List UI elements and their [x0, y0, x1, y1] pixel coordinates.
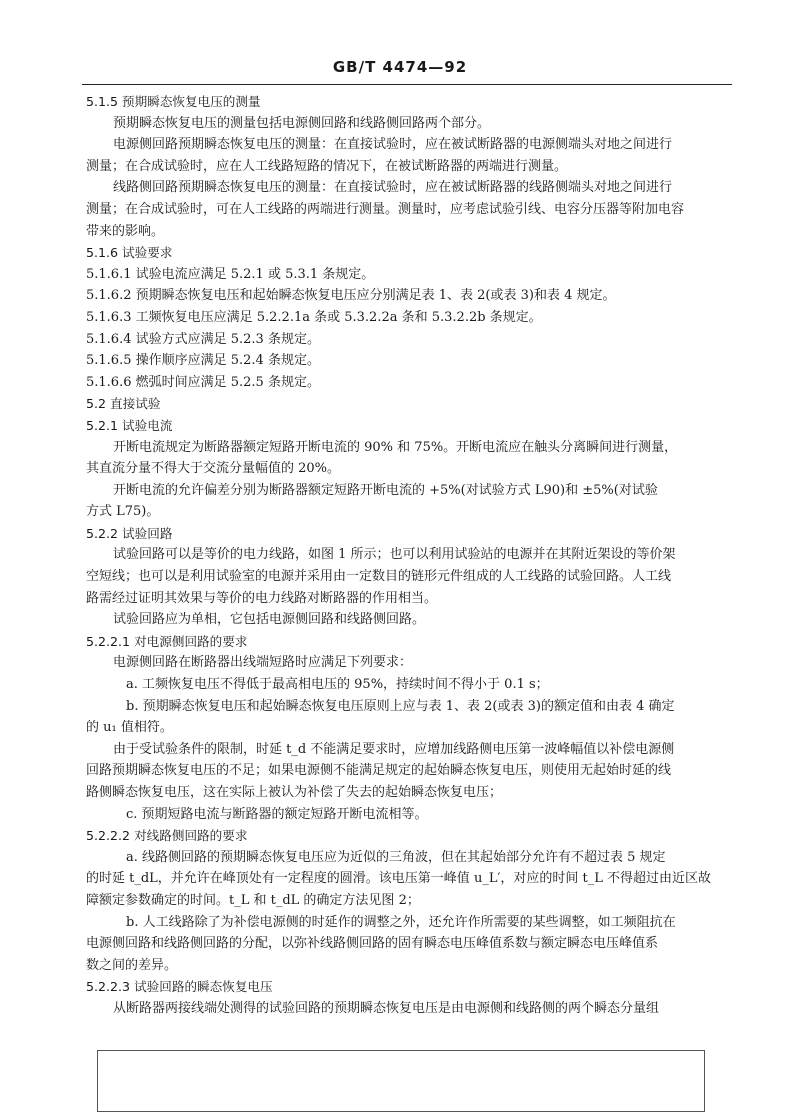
section-heading: 5.2.2.2 对线路侧回路的要求: [86, 828, 248, 844]
section-heading: 5.2.1 试验电流: [86, 417, 173, 433]
section-heading: 5.1.5 预期瞬态恢复电压的测量: [86, 94, 261, 109]
text-line: 带来的影响。: [86, 223, 165, 239]
text-line: 空短线；也可以是利用试验室的电源并采用由一定数目的链形元件组成的人工线路的试验回路。人工线: [86, 569, 672, 585]
section-heading: 5.2.2 试验回路: [86, 525, 173, 541]
text-line: a. 线路侧回路的预期瞬态恢复电压应为近似的三角波，但在其起始部分允许有不超过表 5 规定: [126, 849, 666, 865]
text-line: 5.1.6.2 预期瞬态恢复电压和起始瞬态恢复电压应分别满足表 1、表 2(或表 3)和表 4 规定。: [86, 288, 616, 304]
header-rule: [82, 84, 732, 85]
text-line: 电源侧回路在断路器出线端短路时应满足下列要求：: [113, 655, 413, 671]
document-body: [86, 91, 736, 1020]
text-line: 电源侧回路和线路侧回路的分配，以弥补线路侧回路的固有瞬态电压峰值系数与额定瞬态电压峰值系: [86, 936, 659, 952]
document-header: [0, 58, 800, 76]
standard-code: GB/T 4474—92: [332, 58, 468, 76]
text-line: 障额定参数确定的时间。t_L 和 t_dL 的确定方法见图 2；: [86, 892, 420, 908]
text-line: 试验回路可以是等价的电力线路，如图 1 所示；也可以利用试验站的电源并在其附近架设的等价架: [113, 547, 676, 563]
text-line: 路需经过证明其效果与等价的电力线路对断路器的作用相当。: [86, 590, 438, 606]
text-line: 从断路器两接线端处测得的试验回路的预期瞬态恢复电压是由电源侧和线路侧的两个瞬态分量组: [113, 1000, 660, 1016]
text-line: 试验回路应为单相，它包括电源侧回路和线路侧回路。: [113, 612, 426, 628]
text-line: b. 人工线路除了为补偿电源侧的时延作的调整之外，还允许作所需要的某些调整，如工频阻抗在: [126, 914, 676, 930]
text-line: 开断电流的允许偏差分别为断路器额定短路开断电流的 +5%(对试验方式 L90)和 ±5%(对试验: [113, 482, 658, 498]
text-line: 其直流分量不得大于交流分量幅值的 20%。: [86, 461, 341, 477]
text-line: a. 工频恢复电压不得低于最高相电压的 95%，持续时间不得小于 0.1 s；: [126, 677, 549, 693]
text-line: b. 预期瞬态恢复电压和起始瞬态恢复电压原则上应与表 1、表 2(或表 3)的额定值和由表 4 确定: [126, 698, 675, 714]
text-line: 开断电流规定为断路器额定短路开断电流的 90% 和 75%。开断电流应在触头分离瞬间进行测量，: [113, 439, 678, 455]
text-line: 5.1.6.4 试验方式应满足 5.2.3 条规定。: [86, 331, 320, 347]
text-line: 5.1.6.6 燃弧时间应满足 5.2.5 条规定。: [86, 374, 320, 390]
section-heading: 5.2.2.3 试验回路的瞬态恢复电压: [86, 979, 273, 995]
text-line: 数之间的差异。: [86, 957, 178, 973]
text-line: 预期瞬态恢复电压的测量包括电源侧回路和线路侧回路两个部分。: [113, 115, 491, 131]
text-line: 测量；在合成试验时，可在人工线路的两端进行测量。测量时，应考虑试验引线、电容分压器等附加电容: [86, 201, 685, 217]
section-heading: 5.1.6 试验要求: [86, 245, 173, 261]
text-line: 电源侧回路预期瞬态恢复电压的测量：在直接试验时，应在被试断路器的电源侧端头对地之间进行: [113, 137, 673, 153]
text-line: 回路预期瞬态恢复电压的不足；如果电源侧不能满足规定的起始瞬态恢复电压，则使用无起始时延的线: [86, 763, 672, 779]
text-line: 5.1.6.1 试验电流应满足 5.2.1 或 5.3.1 条规定。: [86, 266, 375, 282]
text-line: 线路侧回路预期瞬态恢复电压的测量：在直接试验时，应在被试断路器的线路侧端头对地之间进行: [113, 180, 673, 196]
text-line: 的 u₁ 值相符。: [86, 720, 173, 736]
text-line: 5.1.6.3 工频恢复电压应满足 5.2.2.1a 条或 5.3.2.2a 条和 5.3.2.2b 条规定。: [86, 309, 542, 325]
text-line: 路侧瞬态恢复电压，这在实际上被认为补偿了失去的起始瞬态恢复电压；: [86, 785, 503, 800]
text-line: 的时延 t_dL，并允许在峰顶处有一定程度的圆滑。该电压第一峰值 u_L′，对应的时间 t_L 不得超过由近区故: [86, 871, 712, 887]
section-heading: 5.2.2.1 对电源侧回路的要求: [86, 633, 248, 649]
text-line: 测量；在合成试验时，应在人工线路短路的情况下，在被试断路器的两端进行测量。: [86, 158, 568, 174]
text-line: 由于受试验条件的限制，时延 t_d 不能满足要求时，应增加线路侧电压第一波峰幅值以补偿电源侧: [113, 741, 675, 757]
text-line: 方式 L75)。: [86, 504, 160, 520]
text-line: 5.1.6.5 操作顺序应满足 5.2.4 条规定。: [86, 353, 320, 369]
figure-frame: [97, 1050, 705, 1112]
section-heading: 5.2 直接试验: [86, 396, 161, 412]
text-line: c. 预期短路电流与断路器的额定短路开断电流相等。: [126, 806, 428, 822]
